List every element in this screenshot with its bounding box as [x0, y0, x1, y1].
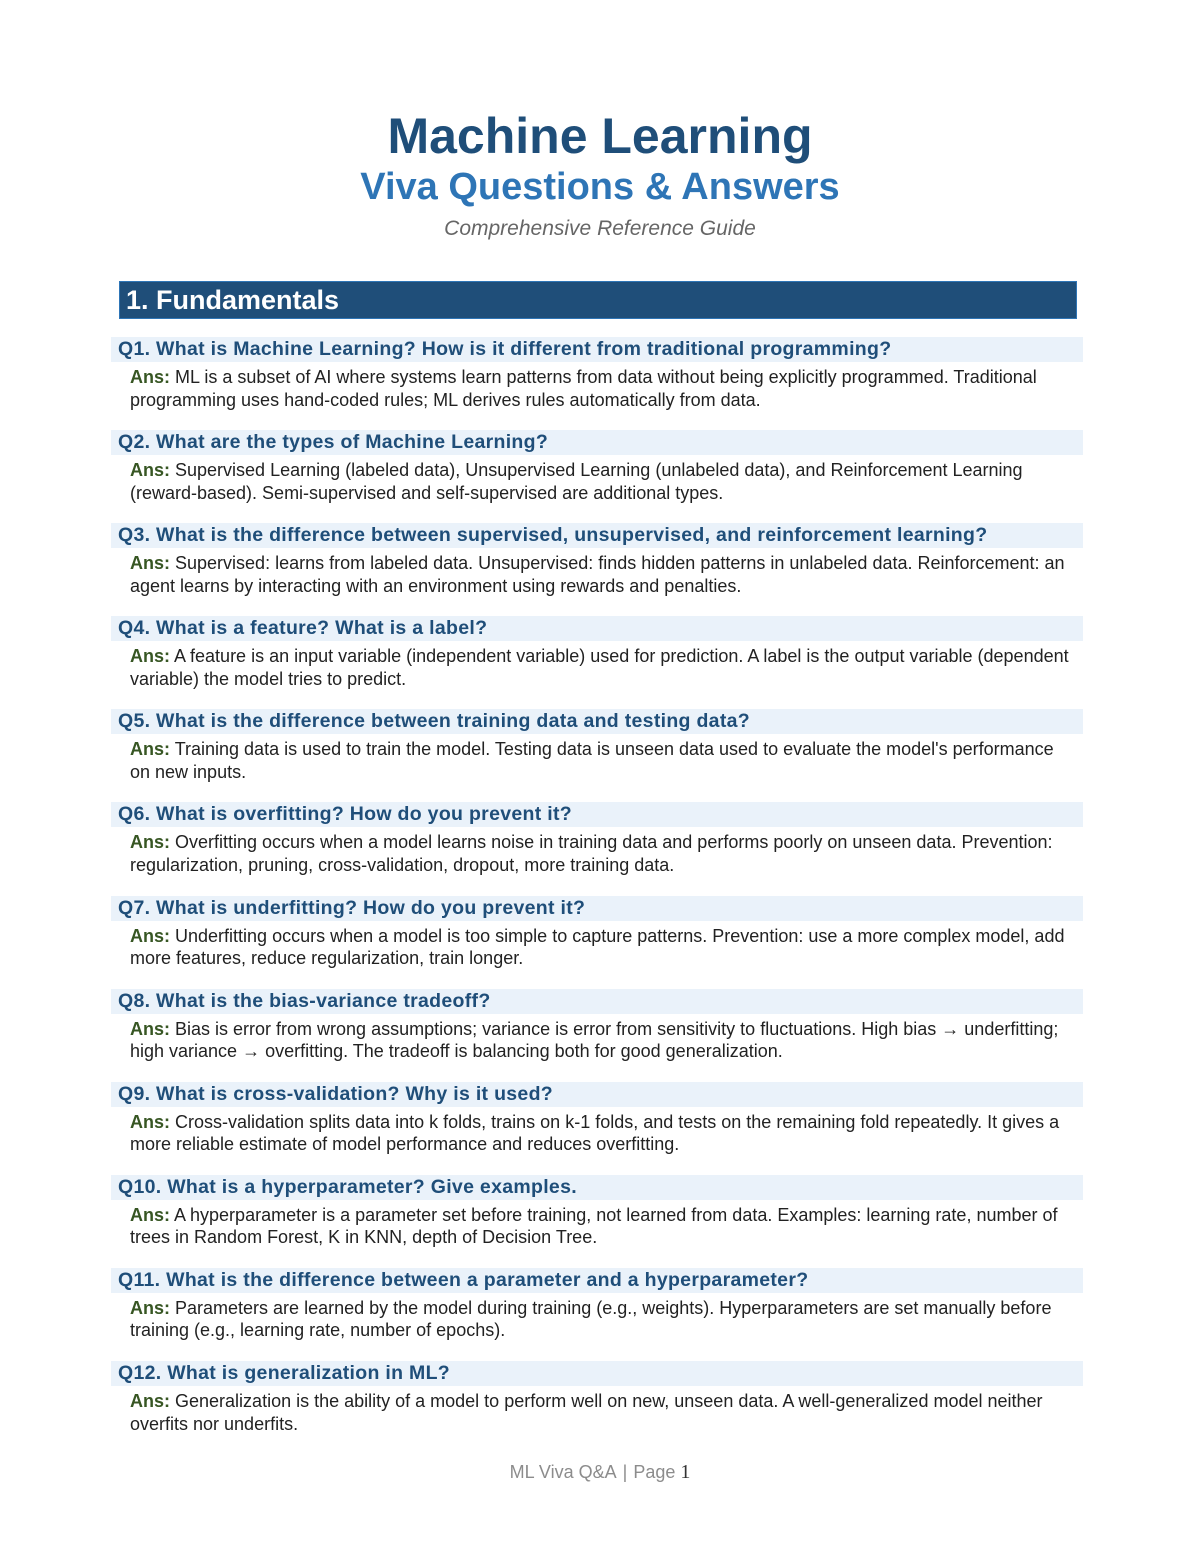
answer-text: Generalization is the ability of a model to perform well on new, unseen data. A well-generalized model neither overfits nor underfits.	[130, 1391, 1043, 1434]
answer	[111, 455, 1083, 504]
question: Q4. What is a feature? What is a label?	[111, 616, 1083, 641]
question: Q5. What is the difference between training data and testing data?	[111, 709, 1083, 734]
answer-text: ML is a subset of AI where systems learn patterns from data without being explicitly programmed. Traditional programming uses hand-coded rules; ML derives rules automatically from data.	[130, 367, 1037, 410]
answer-text: Overfitting occurs when a model learns noise in training data and performs poorly on unseen data. Prevention: regularization, pruning, cross-validation, dropout, more training data.	[130, 832, 1053, 875]
answer-label: Ans:	[130, 832, 170, 853]
qa-list	[111, 337, 1083, 1454]
answer-label: Ans:	[130, 367, 170, 387]
question: Q1. What is Machine Learning? How is it different from traditional programming?	[111, 337, 1083, 362]
qa-item	[111, 709, 1083, 802]
answer-label: Ans:	[130, 925, 170, 946]
qa-item	[111, 802, 1083, 895]
qa-item	[111, 616, 1083, 709]
doc-title: Machine Learning	[387, 108, 813, 164]
answer-text: Supervised Learning (labeled data), Unsupervised Learning (unlabeled data), and Reinforcement Learning (reward-based). Semi-supervised and self-supervised are additional types.	[130, 460, 1023, 503]
doc-tagline: Comprehensive Reference Guide	[444, 217, 756, 240]
answer-label: Ans:	[130, 739, 170, 760]
answer	[111, 1107, 1083, 1156]
answer-label: Ans:	[130, 460, 170, 481]
answer-label: Ans:	[130, 553, 170, 574]
answer-label: Ans:	[130, 1204, 170, 1225]
answer-text: Training data is used to train the model. Testing data is unseen data used to evaluate the model's performance on new inputs.	[130, 739, 1054, 782]
answer	[111, 921, 1083, 970]
answer	[111, 548, 1083, 597]
answer-label: Ans:	[130, 646, 170, 667]
answer	[111, 827, 1083, 876]
footer-page-label: Page	[633, 1462, 676, 1482]
qa-item	[111, 896, 1083, 989]
qa-item	[111, 1361, 1083, 1454]
qa-item	[111, 989, 1083, 1082]
answer-text: A hyperparameter is a parameter set before training, not learned from data. Examples: learning rate, number of trees in Random Forest, K in KNN, depth of Decision Tree.	[130, 1204, 1058, 1248]
qa-item	[111, 1082, 1083, 1175]
answer-text: Supervised: learns from labeled data. Unsupervised: finds hidden patterns in unlabeled data. Reinforcement: an agent learns by interacting with an environment using rewards and penalties.	[130, 553, 1065, 596]
question: Q3. What is the difference between supervised, unsupervised, and reinforcement learning?	[111, 523, 1083, 548]
answer-text: Bias is error from wrong assumptions; variance is error from sensitivity to fluctuations. High bias → underfitting; high variance → overfitting. The tradeoff is balancing both for good generalization.	[130, 1018, 1059, 1062]
answer	[111, 1293, 1083, 1342]
qa-item	[111, 1268, 1083, 1361]
section-heading: 1. Fundamentals	[119, 281, 1077, 319]
answer-text: Parameters are learned by the model during training (e.g., weights). Hyperparameters are set manually before training (e.g., learning rate, number of epochs).	[130, 1297, 1052, 1341]
page-footer	[0, 1460, 1200, 1484]
footer-text: ML Viva Q&A	[509, 1462, 617, 1482]
question: Q12. What is generalization in ML?	[111, 1361, 1083, 1386]
answer-text: Underfitting occurs when a model is too simple to capture patterns. Prevention: use a more complex model, add more features, reduce regularization, train longer.	[130, 925, 1065, 969]
answer	[111, 1200, 1083, 1249]
question: Q11. What is the difference between a parameter and a hyperparameter?	[111, 1268, 1083, 1293]
doc-subtitle: Viva Questions & Answers	[360, 166, 840, 208]
question: Q6. What is overfitting? How do you prevent it?	[111, 802, 1083, 827]
question: Q7. What is underfitting? How do you prevent it?	[111, 896, 1083, 921]
question: Q10. What is a hyperparameter? Give examples.	[111, 1175, 1083, 1200]
footer-separator: |	[622, 1462, 628, 1482]
answer-text: A feature is an input variable (independent variable) used for prediction. A label is the output variable (dependent variable) the model tries to predict.	[130, 646, 1069, 689]
question: Q2. What are the types of Machine Learning?	[111, 430, 1083, 455]
answer	[111, 734, 1083, 783]
qa-item	[111, 337, 1083, 430]
answer-label: Ans:	[130, 1111, 170, 1132]
answer-label: Ans:	[130, 1391, 170, 1412]
question: Q8. What is the bias-variance tradeoff?	[111, 989, 1083, 1014]
page-number: 1	[680, 1461, 691, 1483]
qa-item	[111, 523, 1083, 616]
answer	[111, 641, 1083, 690]
question: Q9. What is cross-validation? Why is it used?	[111, 1082, 1083, 1107]
answer-label: Ans:	[130, 1297, 170, 1318]
answer	[111, 1386, 1083, 1435]
qa-item	[111, 430, 1083, 523]
answer-text: Cross-validation splits data into k folds, trains on k-1 folds, and tests on the remaining fold repeatedly. It gives a more reliable estimate of model performance and reduces overfitting.	[130, 1111, 1060, 1155]
answer	[111, 362, 1083, 411]
qa-item	[111, 1175, 1083, 1268]
answer	[111, 1014, 1083, 1063]
answer-label: Ans:	[130, 1018, 170, 1039]
